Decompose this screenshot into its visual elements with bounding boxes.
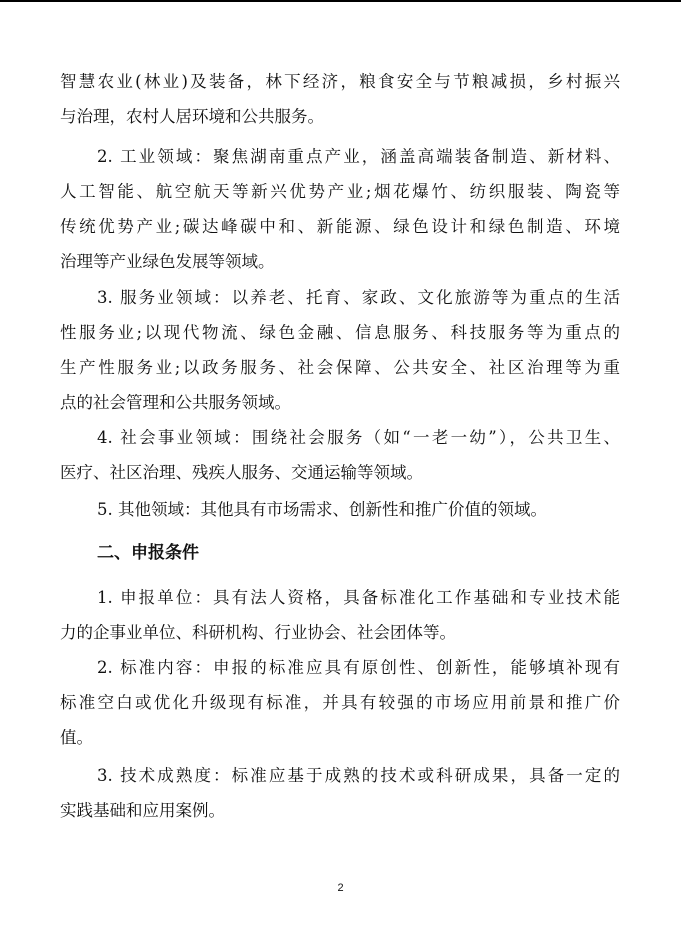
paragraph-line: 治理等产业绿色发展等领域。 xyxy=(60,252,275,271)
list-item-services: 3. 服务业领域：以养老、托育、家政、文化旅游等为重点的生活 xyxy=(97,288,620,307)
paragraph-line: 实践基础和应用案例。 xyxy=(60,801,225,820)
list-item-content: 2. 标准内容：申报的标准应具有原创性、创新性，能够填补现有 xyxy=(97,658,620,677)
paragraph-line: 医疗、社区治理、残疾人服务、交通运输等领域。 xyxy=(60,463,423,482)
paragraph-line: 与治理，农村人居环境和公共服务。 xyxy=(60,107,324,126)
section-heading: 二、申报条件 xyxy=(97,543,199,563)
list-item-industry: 2. 工业领域：聚焦湖南重点产业，涵盖高端装备制造、新材料、 xyxy=(97,147,620,166)
paragraph-line: 标准空白或优化升级现有标准，并具有较强的市场应用前景和推广价 xyxy=(60,693,620,712)
list-item-applicant: 1. 申报单位：具有法人资格，具备标准化工作基础和专业技术能 xyxy=(97,588,620,607)
list-item-social: 4. 社会事业领域：围绕社会服务（如“一老一幼”），公共卫生、 xyxy=(97,428,620,447)
page-number: 2 xyxy=(337,882,344,894)
paragraph-line: 智慧农业(林业)及装备，林下经济，粮食安全与节粮减损，乡村振兴 xyxy=(60,72,620,91)
list-item-other: 5. 其他领域：其他具有市场需求、创新性和推广价值的领域。 xyxy=(97,500,547,519)
paragraph-line: 人工智能、航空航天等新兴优势产业;烟花爆竹、纺织服装、陶瓷等 xyxy=(60,182,620,201)
paragraph-line: 性服务业;以现代物流、绿色金融、信息服务、科技服务等为重点的 xyxy=(60,323,620,342)
paragraph-line: 传统优势产业;碳达峰碳中和、新能源、绿色设计和绿色制造、环境 xyxy=(60,217,620,236)
paragraph-line: 值。 xyxy=(60,728,93,747)
paragraph-line: 生产性服务业;以政务服务、社会保障、公共安全、社区治理等为重 xyxy=(60,358,620,377)
paragraph-line: 力的企事业单位、科研机构、行业协会、社会团体等。 xyxy=(60,623,456,642)
list-item-maturity: 3. 技术成熟度：标准应基于成熟的技术或科研成果，具备一定的 xyxy=(97,766,620,785)
page-top-border xyxy=(0,0,681,2)
paragraph-line: 点的社会管理和公共服务领域。 xyxy=(60,393,291,412)
